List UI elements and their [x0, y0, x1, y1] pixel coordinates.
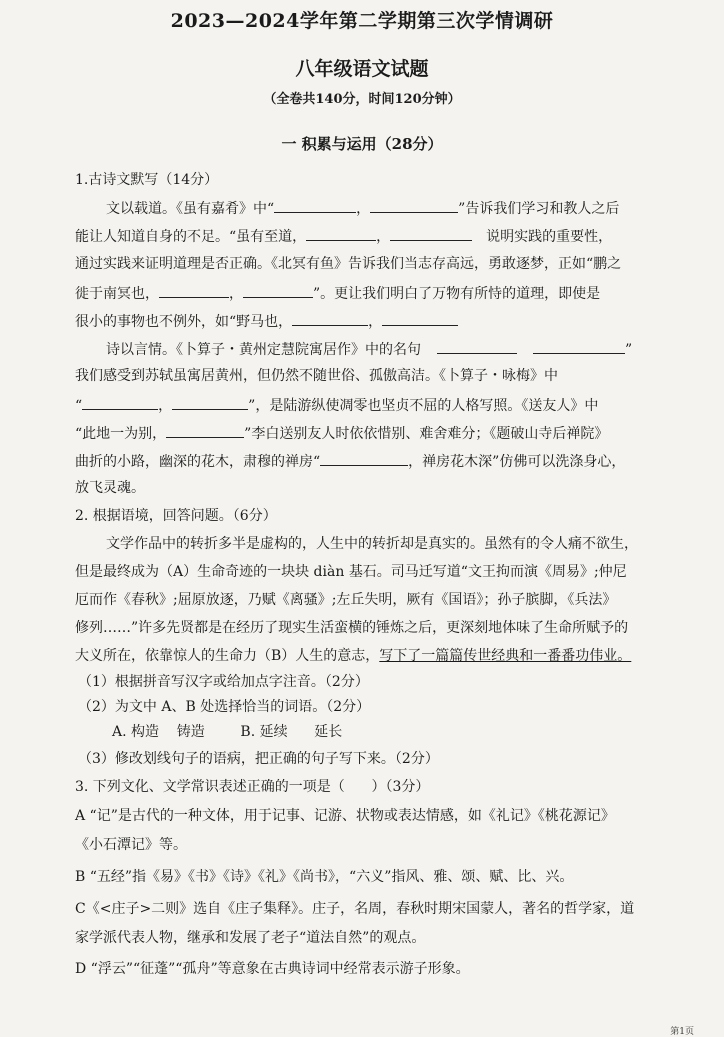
q2-sub-question: （3）修改划线句子的语病，把正确的句子写下来。（2分）: [78, 751, 439, 767]
answer-blank[interactable]: [82, 397, 158, 410]
underlined-sentence: 写下了一篇篇传世经典和一番番功伟业。: [379, 648, 632, 664]
answer-blank[interactable]: [172, 397, 248, 410]
q2-options: A. 构造 铸造 B. 延续 延长: [112, 724, 343, 740]
q1-text: 诗以言情。《卜算子・黄州定慧院寓居作》中的名句: [106, 342, 421, 358]
q1-line: 放飞灵魂。: [75, 480, 145, 496]
exam-note: （全卷共140分，时间120分钟）: [263, 92, 461, 107]
q1-text: ”: [625, 342, 633, 358]
q3-option-c: C《<庄子>二则》选自《庄子集释》。庄子，名周，春秋时期宋国蒙人，著名的哲学家，道: [75, 901, 635, 917]
q2-text: 大义所在，依靠惊人的生命力（B）人生的意志，: [75, 648, 380, 664]
section-title: 一 积累与运用（28分）: [281, 135, 443, 153]
q1-text: ”。更让我们明白了万物有所恃的道理，即使是: [313, 286, 601, 302]
q1-text: 徙于南冥也，: [75, 286, 159, 302]
answer-blank[interactable]: [292, 313, 368, 326]
q1-text: 曲折的小路，幽深的花木，肃穆的禅房“: [75, 454, 321, 470]
answer-blank[interactable]: [390, 228, 472, 241]
page-number: 第1页: [670, 1027, 694, 1037]
q1-line: [75, 397, 598, 413]
q1-line: [75, 228, 612, 244]
q1-text: 文以载道。《虽有嘉肴》中“: [106, 201, 275, 217]
exam-title: 2023—2024学年第二学期第三次学情调研: [170, 10, 554, 32]
q2-title: 2. 根据语境，回答问题。（6分）: [75, 508, 277, 524]
q1-line: [75, 313, 458, 329]
q1-text: 很小的事物也不例外，如“野马也，: [75, 314, 293, 330]
answer-blank[interactable]: [274, 200, 356, 213]
q1-text: ，: [368, 314, 383, 330]
q1-line: 我们感受到苏轼虽寓居黄州，但仍然不随世俗、孤傲高洁。《卜算子・咏梅》中: [75, 368, 558, 384]
q2-sub-question: （1）根据拼音写汉字或给加点字注音。（2分）: [78, 674, 369, 690]
q1-text: “此地一为别，: [75, 426, 167, 442]
q3-option-a: A “记”是古代的一种文体，用于记事、记游、状物或表达情感，如《礼记》《桃花源记》: [75, 808, 615, 824]
q1-text: ”，是陆游纵使凋零也坚贞不屈的人格写照。《送友人》中: [248, 398, 599, 414]
q1-text: ，禅房花木深”仿佛可以洗涤身心，: [408, 454, 626, 470]
q1-line: [75, 425, 608, 441]
q1-title: 1.古诗文默写（14分）: [75, 172, 219, 188]
q2-passage-line: 但是最终成为（A）生命奇迹的一块块 diàn 基石。司马迁写道“文王拘而演《周易》;仲尼: [75, 564, 627, 580]
q3-option-a-cont: 《小石潭记》等。: [75, 837, 187, 853]
answer-blank[interactable]: [306, 228, 376, 241]
q1-line: [75, 453, 625, 469]
q1-text: ，: [356, 201, 371, 217]
q1-text: 说明实践的重要性，: [486, 229, 613, 245]
q1-text: ”李白送别友人时依依惜别、难舍难分；《题破山寺后禅院》: [244, 426, 609, 442]
q1-text: ，: [229, 286, 243, 302]
answer-blank[interactable]: [320, 453, 408, 466]
q3-title: 3. 下列文化、文学常识表述正确的一项是（ ）（3分）: [75, 779, 430, 795]
answer-blank[interactable]: [533, 341, 625, 354]
q2-passage-line: 厄而作《春秋》;屈原放逐，乃赋《离骚》;左丘失明，厥有《国语》；孙子膑脚，《兵法》: [75, 592, 617, 608]
q3-option-b: B “五经”指《易》《书》《诗》《礼》《尚书》，“六义”指风、雅、颂、赋、比、兴。: [75, 869, 574, 885]
q1-line: [75, 285, 600, 301]
q2-passage-line: [75, 649, 631, 663]
q3-option-c-cont: 家学派代表人物，继承和发展了老子“道法自然”的观点。: [75, 930, 426, 946]
q1-text: ”告诉我们学习和教人之后: [458, 201, 620, 217]
answer-blank[interactable]: [159, 285, 229, 298]
q1-line: 通过实践来证明道理是否正确。《北冥有鱼》告诉我们当志存高远，勇敢逐梦，正如“鹏之: [75, 256, 622, 272]
answer-blank[interactable]: [382, 313, 458, 326]
q1-line: [106, 341, 632, 357]
answer-blank[interactable]: [437, 341, 517, 354]
q1-line: [106, 200, 619, 216]
q2-passage-line: 修列……”许多先贤都是在经历了现实生活蛮横的锤炼之后，更深刻地体味了生命所赋予的: [75, 620, 629, 636]
exam-subtitle: 八年级语文试题: [295, 58, 429, 80]
q3-option-d: D “浮云”“征蓬”“孤舟”等意象在古典诗词中经常表示游子形象。: [75, 961, 470, 977]
answer-blank[interactable]: [243, 285, 313, 298]
q1-text: ，: [158, 398, 173, 414]
q2-sub-question: （2）为文中 A、B 处选择恰当的词语。（2分）: [78, 699, 371, 715]
answer-blank[interactable]: [166, 425, 244, 438]
q1-text: 能让人知道自身的不足。“虽有至道，: [75, 229, 307, 245]
q1-text: ，: [376, 229, 391, 245]
answer-blank[interactable]: [370, 200, 458, 213]
q2-passage-line: 文学作品中的转折多半是虚构的，人生中的转折却是真实的。虽然有的令人痛不欲生，: [106, 536, 638, 552]
q1-text: “: [75, 398, 83, 414]
